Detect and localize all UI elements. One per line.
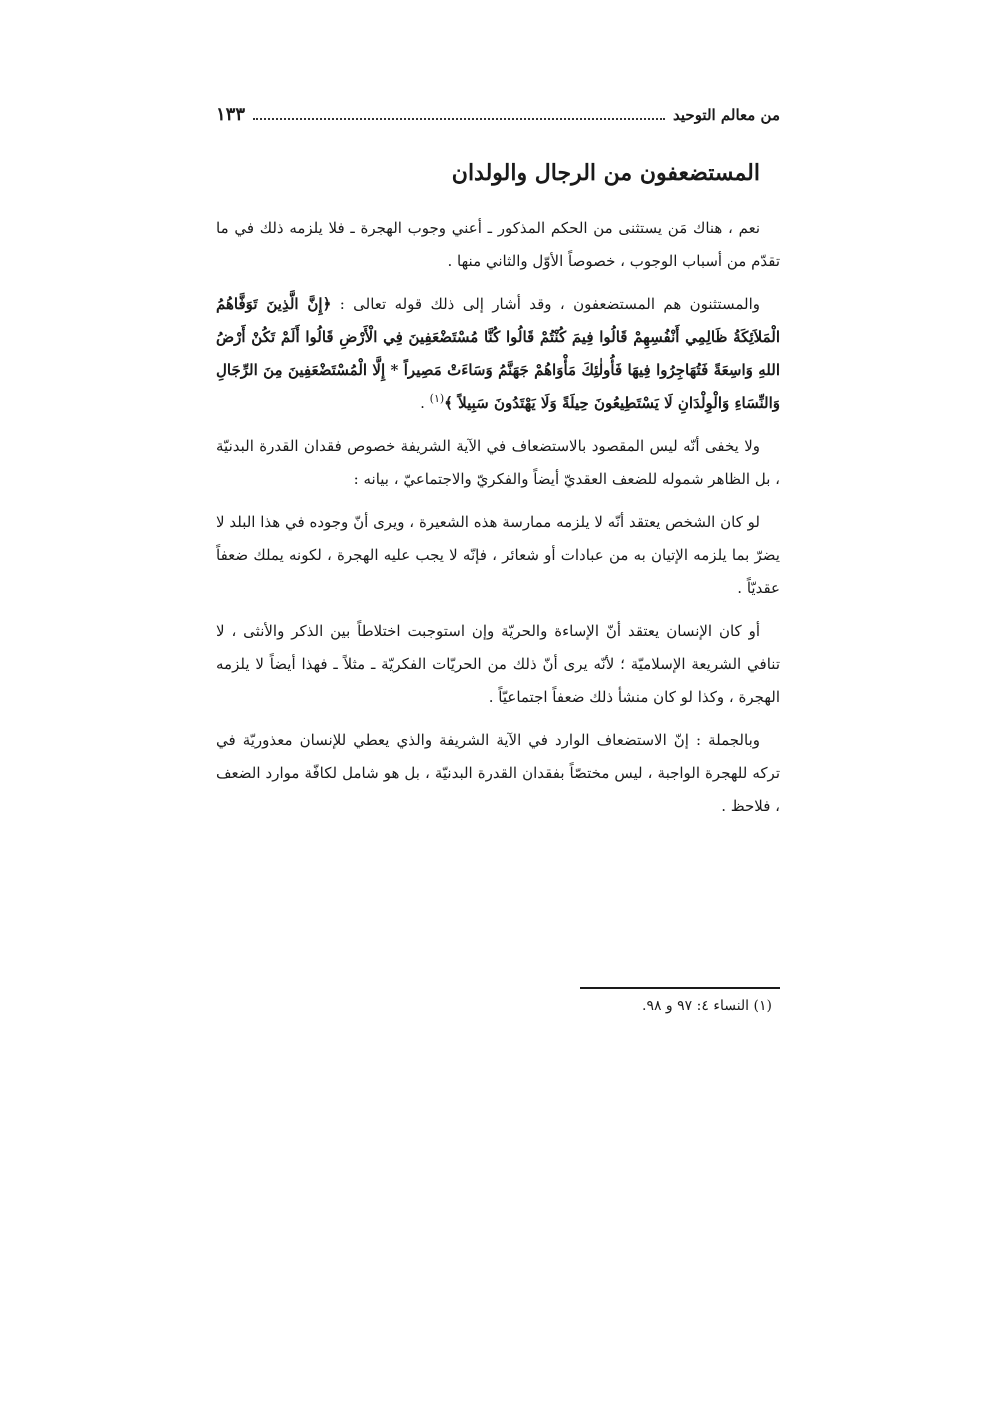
footnote: (١) النساء ٤: ٩٧ و ٩٨. <box>641 998 772 1014</box>
book-page <box>216 0 780 1403</box>
running-header-title: من معالم التوحيد <box>673 106 780 124</box>
running-header <box>216 104 780 130</box>
paragraph-doctrinal-weakness: لو كان الشخص يعتقد أنّه لا يلزمه ممارسة هذه الشعيرة ، ويرى أنّ وجوده في هذا البلد لا يضرّ بما يلزمه الإتيان به من عبادات أو شعائر ، فإنّه لا يجب عليه الهجرة ، لكونه يملك ضعفاً عقديّاً . <box>216 513 780 597</box>
section-title: المستضعفون من الرجال والولدان <box>451 160 760 186</box>
paragraph-weakness-scope: ولا يخفى أنّه ليس المقصود بالاستضعاف في الآية الشريفة خصوص فقدان القدرة البدنيّة ، بل الظاهر شموله للضعف العقديّ أيضاً والفكريّ والاجتماعيّ ، بيانه : <box>216 437 780 488</box>
footnote-reference: (١) <box>429 392 445 405</box>
paragraph-social-weakness: أو كان الإنسان يعتقد أنّ الإساءة والحريّة وإن استوجبت اختلاطاً بين الذكر والأنثى ، لا تنافي الشريعة الإسلاميّة ؛ لأنّه يرى أنّ ذلك من الحريّات الفكريّة ـ مثلاً ـ فهذا أيضاً لا يلزمه الهجرة ، وكذا لو كان منشأ ذلك ضعفاً اجتماعيّاً . <box>216 622 780 706</box>
verse-intro: والمستثنون هم المستضعفون ، وقد أشار إلى ذلك قوله تعالى : <box>331 295 760 313</box>
page-number: ١٣٣ <box>216 104 246 125</box>
paragraph-verse <box>216 288 780 420</box>
quran-verse: ﴿إِنَّ الَّذِينَ تَوَفَّاهُمُ الْمَلاَئِكَةُ ظَالِمِي أَنْفُسِهِمْ قَالُوا فِيمَ كُنْتُمْ قَالُوا كُنَّا مُسْتَضْعَفِينَ فِي الْأَرْضِ قَالُوا أَلَمْ تَكُنْ أَرْضُ اللهِ وَاسِعَةً فَتُهَاجِرُوا فِيهَا فَأُولٰئِكَ مَأْوَاهُمْ جَهَنَّمُ وَسَاءَتْ مَصِيراً * إِلَّا الْمُسْتَضْعَفِينَ مِنَ الرِّجَالِ وَالنِّسَاءِ وَالْوِلْدَانِ لَا يَسْتَطِيعُونَ حِيلَةً وَلَا يَهْتَدُونَ سَبِيلاً ﴾ <box>216 295 780 412</box>
header-dot-leader <box>253 106 665 120</box>
footnote-divider <box>580 987 780 989</box>
paragraph-exception: نعم ، هناك مَن يستثنى من الحكم المذكور ـ أعني وجوب الهجرة ـ فلا يلزمه ذلك في ما تقدّم من أسباب الوجوب ، خصوصاً الأوّل والثاني منها . <box>216 219 780 270</box>
verse-end: . <box>420 394 430 412</box>
body-text <box>216 212 780 833</box>
paragraph-summary: وبالجملة : إنّ الاستضعاف الوارد في الآية الشريفة والذي يعطي للإنسان معذوريّة في تركه للهجرة الواجبة ، ليس مختصّاً بفقدان القدرة البدنيّة ، بل هو شامل لكافّة موارد الضعف ، فلاحظ . <box>216 731 780 815</box>
